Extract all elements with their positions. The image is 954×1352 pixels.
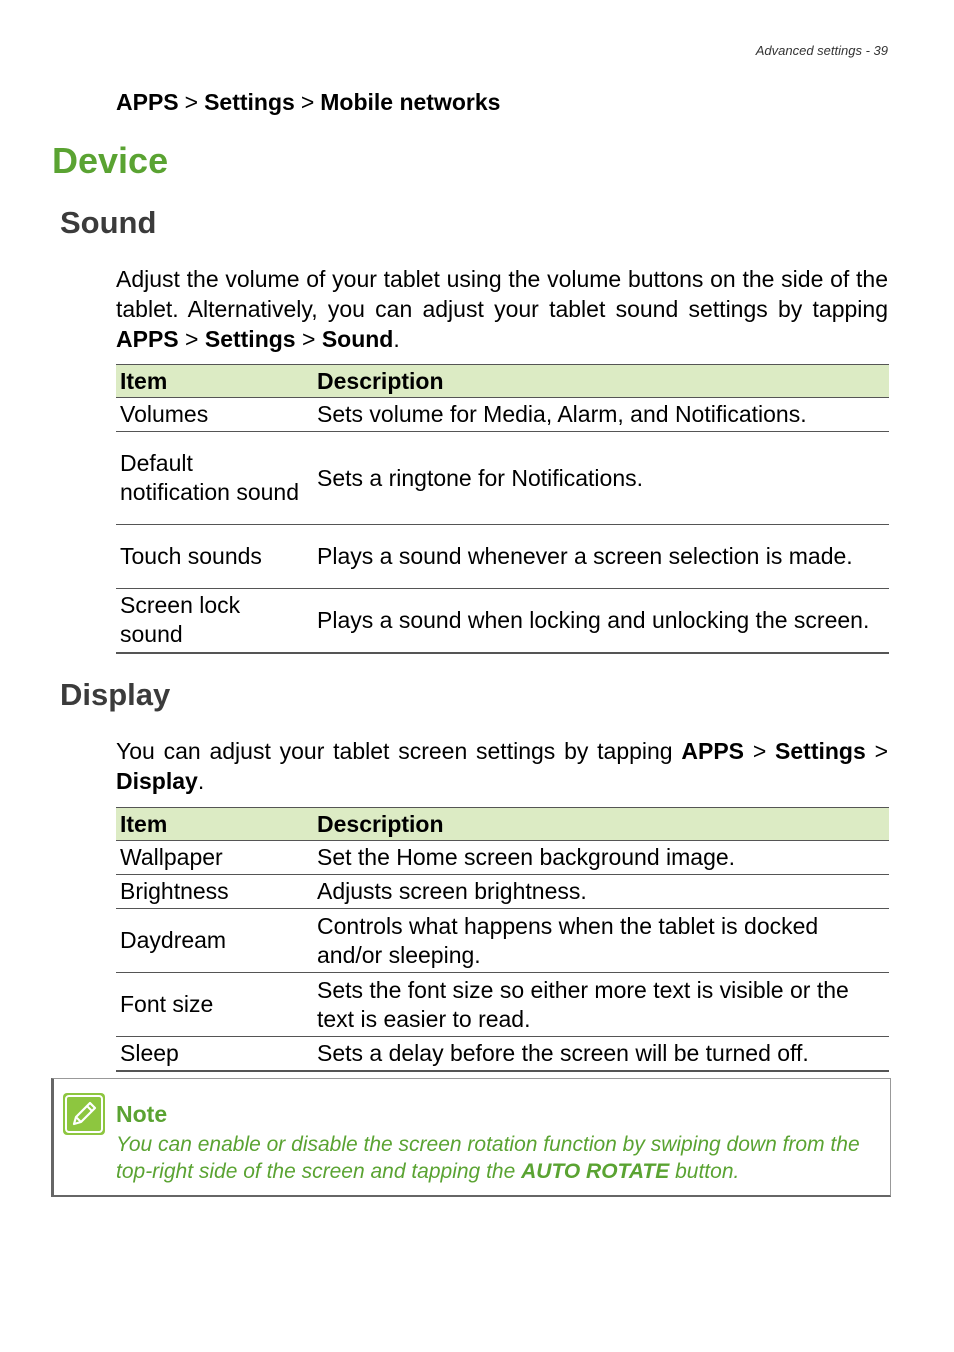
table-row (116, 589, 889, 653)
section-title-device: Device (52, 140, 169, 181)
table-header-description: Description (313, 808, 889, 841)
display-intro-text: You can adjust your tablet screen settings by tapping (116, 738, 682, 764)
table-row (116, 841, 889, 875)
sound-settings-table (116, 364, 889, 654)
page-header: Advanced settings - 39 (755, 43, 888, 58)
table-row (116, 973, 889, 1037)
subsection-title-display: Display (60, 677, 171, 712)
subsection-title-sound: Sound (60, 205, 157, 240)
display-path-settings: Settings (775, 738, 866, 764)
pencil-note-icon (63, 1093, 105, 1135)
note-text (116, 1131, 886, 1185)
note-text-after: button. (669, 1160, 740, 1183)
note-text-before: You can enable or disable the screen rotation function by swiping down from the top-right side of the screen and tapping the (116, 1133, 860, 1183)
sound-path-separator: > (295, 326, 322, 352)
table-cell-description: Plays a sound when locking and unlocking the screen. (313, 589, 889, 653)
table-row (116, 525, 889, 589)
note-title: Note (116, 1101, 168, 1127)
table-cell-description: Sets volume for Media, Alarm, and Notifications. (313, 398, 889, 432)
table-row (116, 432, 889, 525)
sound-path-sound: Sound (321, 326, 394, 352)
sound-intro-text: Adjust the volume of your tablet using the volume buttons on the side of the tablet. Alternatively, you can adjust your tablet sound settings by tapping (116, 266, 888, 322)
sound-intro-paragraph (116, 264, 888, 354)
display-path-display: Display (116, 768, 198, 794)
table-cell-item: Font size (116, 973, 313, 1037)
table-row (116, 1037, 889, 1071)
table-cell-item: Wallpaper (116, 841, 313, 875)
breadcrumb (116, 89, 500, 116)
display-path-separator: > (865, 738, 888, 764)
display-intro-paragraph (116, 736, 888, 796)
table-cell-item: Default notification sound (116, 432, 313, 525)
note-auto-rotate: AUTO ROTATE (521, 1160, 670, 1183)
sound-path-separator: > (178, 326, 205, 352)
display-period: . (197, 768, 205, 794)
note-box (51, 1078, 891, 1197)
display-path-separator: > (744, 738, 776, 764)
table-cell-item: Sleep (116, 1037, 313, 1071)
table-cell-description: Sets a delay before the screen will be turned off. (313, 1037, 889, 1071)
sound-path-settings: Settings (204, 326, 296, 352)
table-header-row (116, 808, 889, 841)
table-cell-item: Volumes (116, 398, 313, 432)
table-row (116, 875, 889, 909)
table-header-description: Description (313, 365, 889, 398)
display-path-apps: APPS (681, 738, 745, 764)
sound-period: . (393, 326, 400, 352)
table-cell-description: Controls what happens when the tablet is docked and/or sleeping. (313, 909, 889, 973)
table-cell-description: Plays a sound whenever a screen selection is made. (313, 525, 889, 589)
table-header-item: Item (116, 365, 313, 398)
breadcrumb-separator: > (300, 89, 315, 115)
table-cell-description: Set the Home screen background image. (313, 841, 889, 875)
table-cell-item: Touch sounds (116, 525, 313, 589)
table-cell-item: Brightness (116, 875, 313, 909)
display-settings-table (116, 807, 889, 1072)
table-cell-item: Screen lock sound (116, 589, 313, 653)
sound-path-apps: APPS (116, 326, 179, 352)
table-header-item: Item (116, 808, 313, 841)
table-row (116, 909, 889, 973)
table-cell-description: Adjusts screen brightness. (313, 875, 889, 909)
table-cell-description: Sets the font size so either more text is visible or the text is easier to read. (313, 973, 889, 1037)
table-row (116, 398, 889, 432)
breadcrumb-separator: > (184, 89, 199, 115)
breadcrumb-settings: Settings (204, 89, 295, 115)
table-cell-item: Daydream (116, 909, 313, 973)
table-header-row (116, 365, 889, 398)
breadcrumb-apps: APPS (116, 89, 179, 115)
breadcrumb-mobile-networks: Mobile networks (320, 89, 501, 115)
table-cell-description: Sets a ringtone for Notifications. (313, 432, 889, 525)
